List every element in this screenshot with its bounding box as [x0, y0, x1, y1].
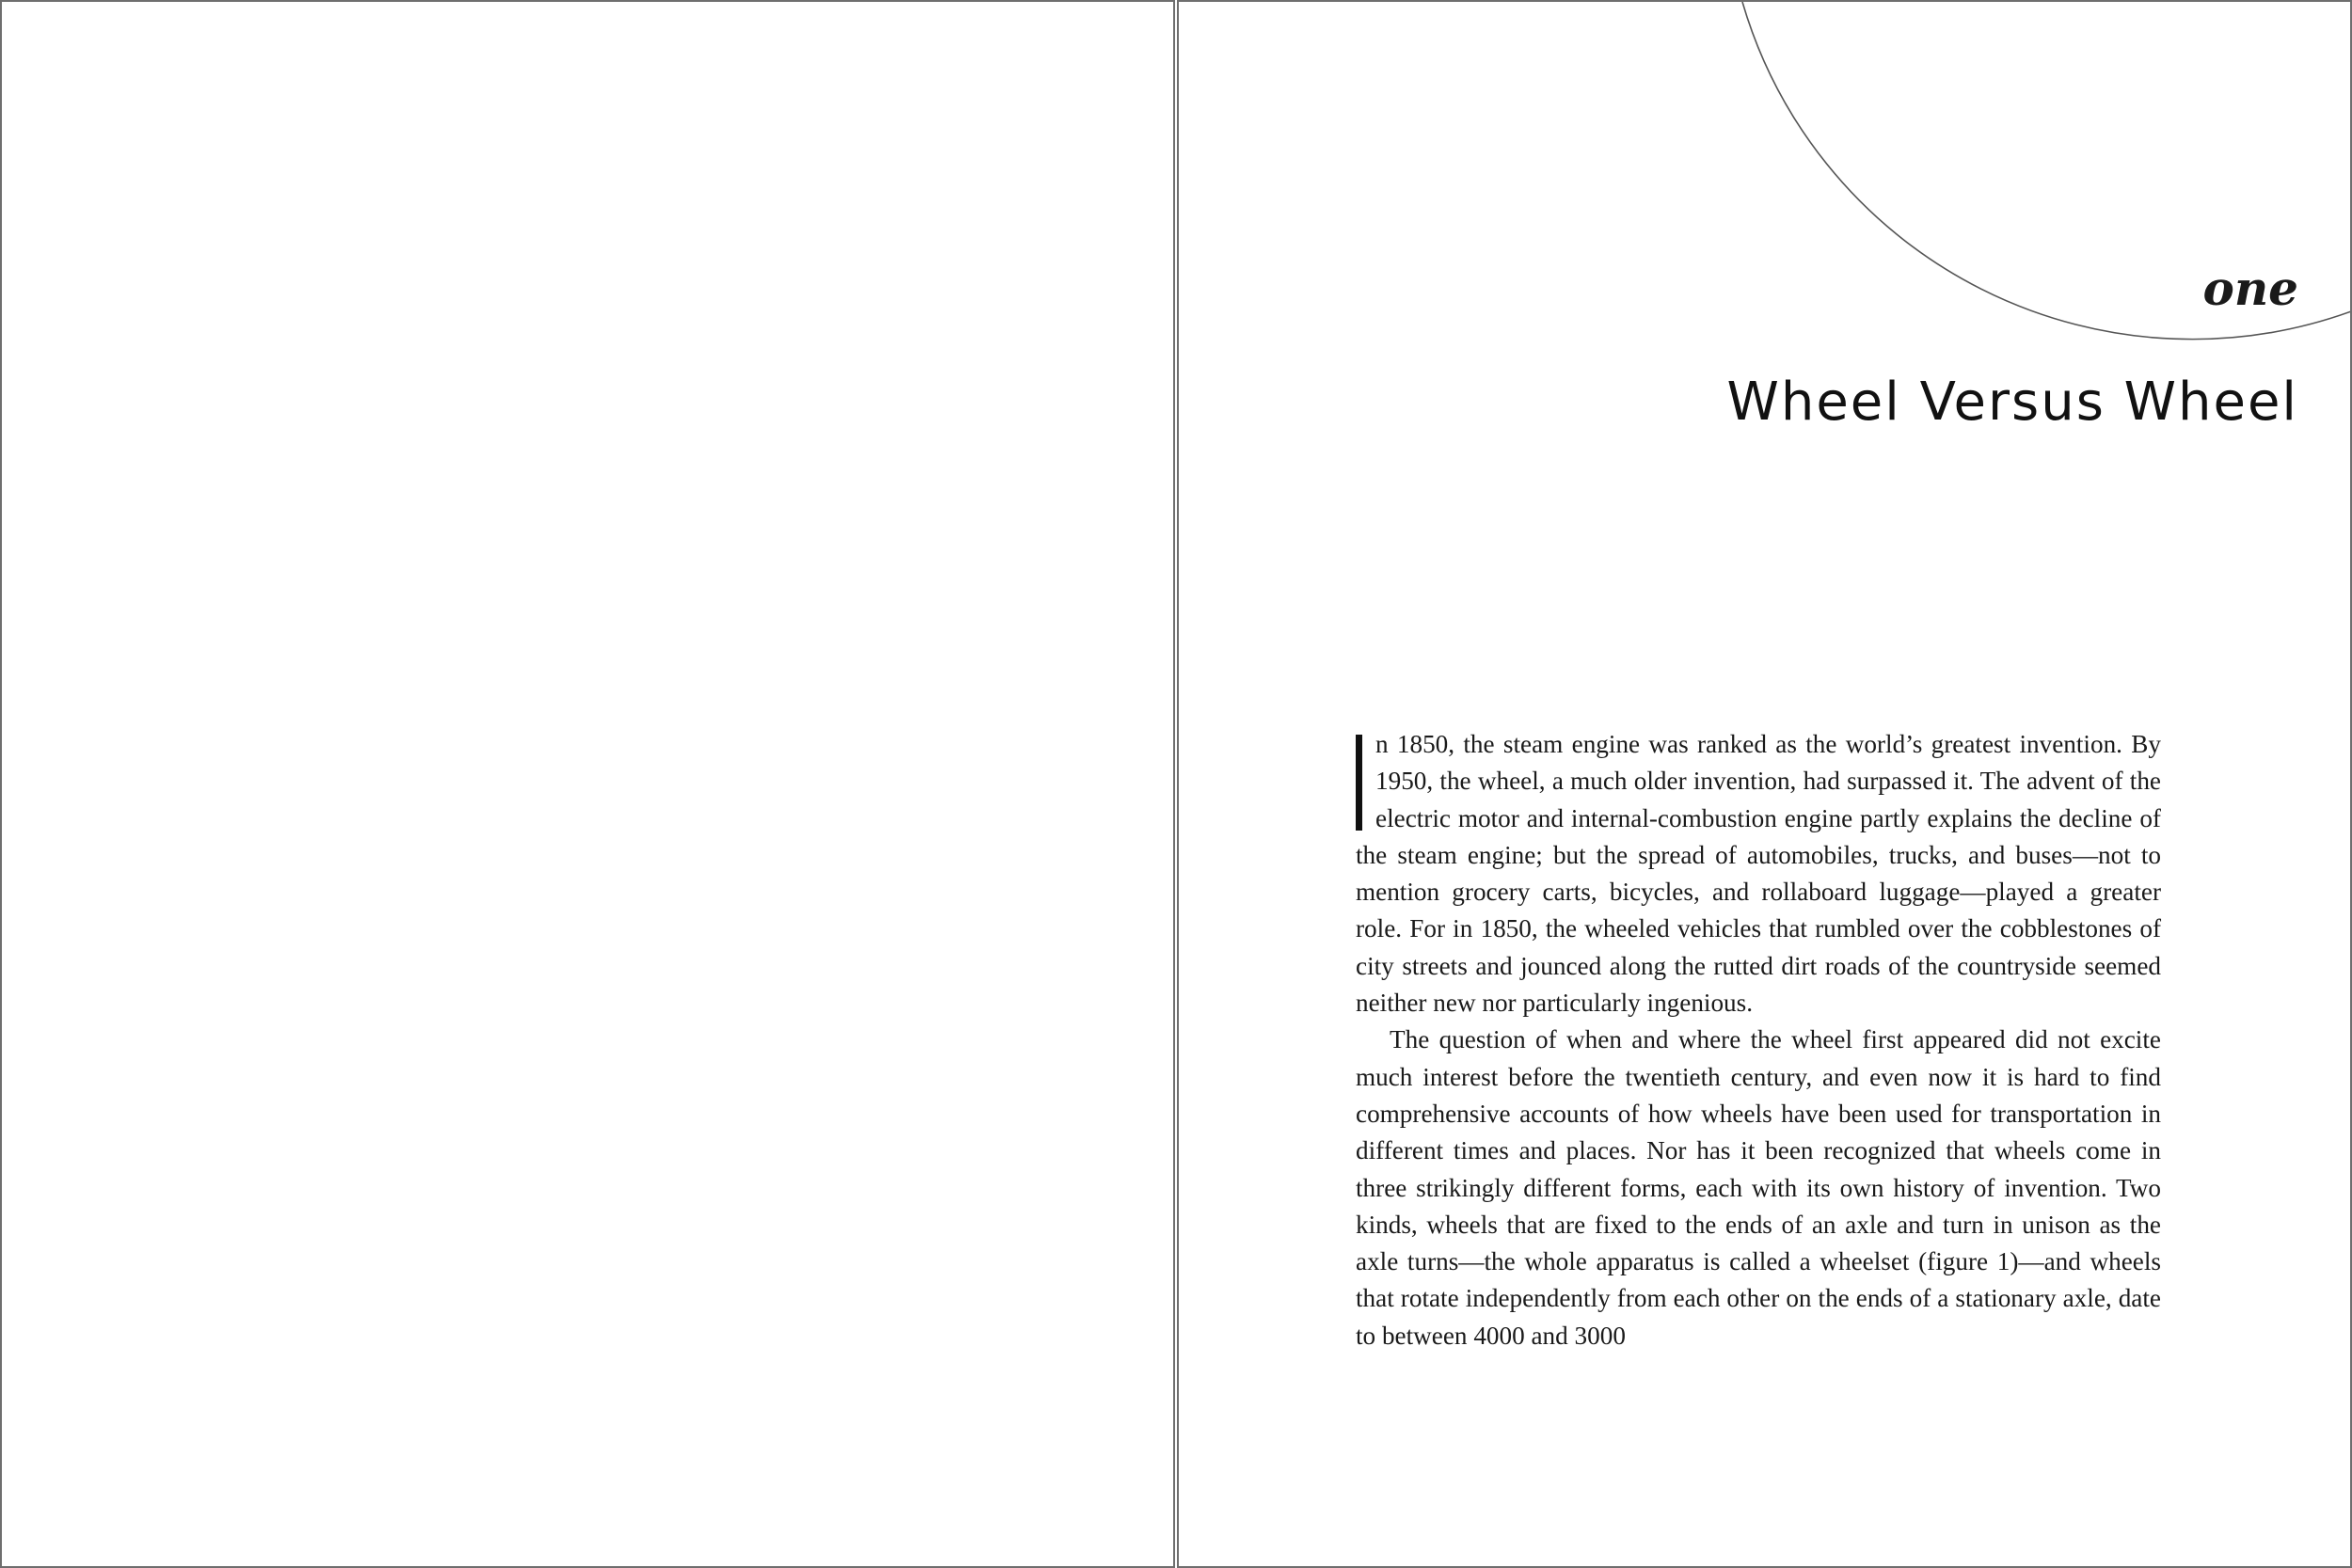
paragraph-first-text: n 1850, the steam engine was ranked as the world’s greatest invention. By 1950, the wheel, a much older invention, had surpassed it. The advent of the electric motor and internal-combustion engine partly explains the decline of the steam engine; but the spread of automobiles, trucks, and buses—not to mention grocery carts, bicycles, and rollaboard luggage—played a greater role. For in 1850, the wheeled vehicles that rumbled over the cobblestones of city streets and jounced along the rutted dirt roads of the countryside seemed neither new nor particularly ingenious.: [1356, 730, 2161, 1018]
chapter-body-text: [1356, 726, 2161, 1354]
chapter-title: Wheel Versus Wheel: [1726, 372, 2298, 433]
paragraph-first: [1356, 726, 2161, 1022]
right-page: [1177, 0, 2352, 1568]
left-page-blank: [0, 0, 1175, 1568]
paragraph-second: The question of when and where the wheel first appeared did not excite much interest before the twentieth century, and even now it is hard to find comprehensive accounts of how wheels have been used for transportation in different times and places. Nor has it been recognized that wheels come in three strikingly different forms, each with its own history of invention. Two kinds, wheels that are fixed to the ends of an axle and turn in unison as the axle turns—the whole apparatus is called a wheelset (figure 1)—and wheels that rotate independently from each other on the ends of a stationary axle, date to between 4000 and 3000: [1356, 1025, 2161, 1350]
drop-cap-initial: [1356, 735, 1362, 831]
chapter-number: one: [2202, 261, 2298, 316]
